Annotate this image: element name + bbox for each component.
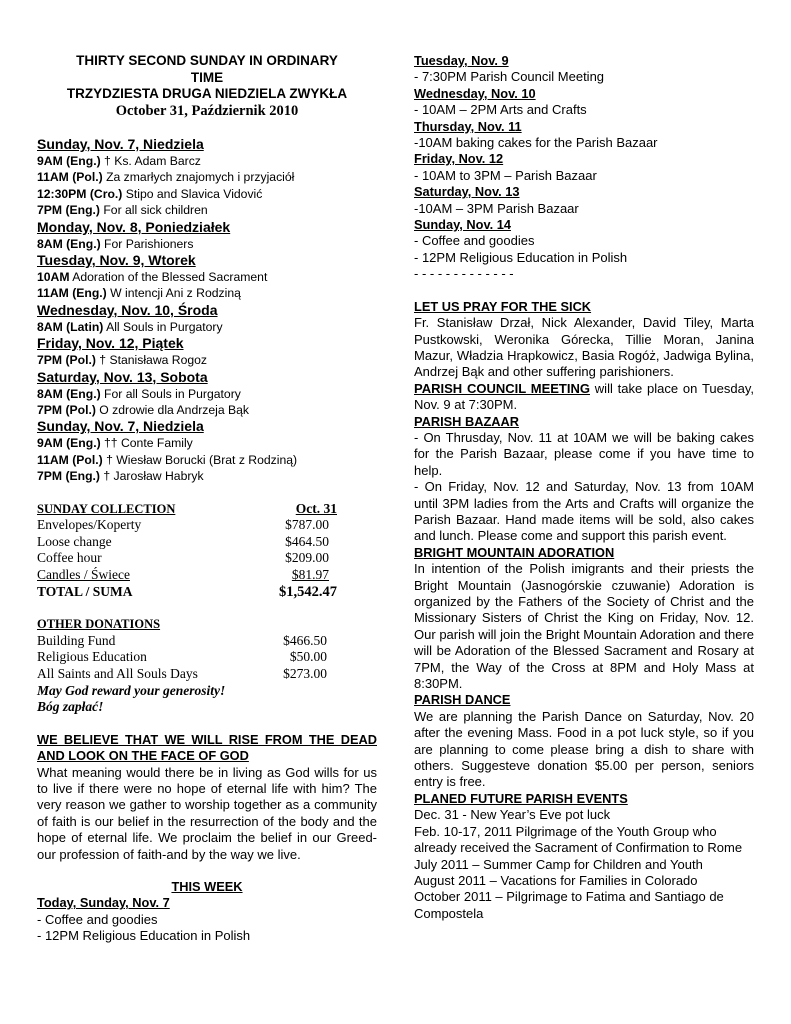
title-line: THIRTY SECOND SUNDAY IN ORDINARY <box>76 53 338 68</box>
week-day-heading: Sunday, Nov. 14 <box>414 217 511 233</box>
future-item: October 2011 – Pilgrimage to Fatima and Santiago de Compostela <box>414 889 724 921</box>
schedule-day-heading: Monday, Nov. 8, Poniedziałek <box>37 218 231 235</box>
mass-entry: 7PM (Pol.) † Stanisława Rogoz <box>37 353 208 368</box>
title-line: TIME <box>190 69 224 85</box>
schedule-day-heading: Wednesday, Nov. 10, Środa <box>37 301 218 318</box>
pray-body: Fr. Stanisław Drzał, Nick Alexander, David Tiley, Marta Pustkowski, Weronika Górecka, Tillie Moran, Janina Mazur, Władzia Hrapkowicz, Basia Rogóż, Jadwiga Bylina, Andrzej Bąk and other suffering parishioners. <box>414 315 754 380</box>
week-item: - Coffee and goodies <box>37 911 158 927</box>
bright-body: In intention of the Polish imigrants and their priests the Bright Mountain (Jasnogórskie czuwanie) Adoration is organized by the Fathers of the Society of Christ and the Missionary Sisters of Christ the King on Friday, Nov. 12. Our parish will join the Bright Mountain Adoration and there will be Adoration of the Blessed Sacrament and Rosary at 7PM, the Way of the Cross at 8PM and Holy Mass at 8:30PM. <box>414 561 754 692</box>
right-column <box>414 53 754 922</box>
bazaar-heading: PARISH BAZAAR <box>414 413 519 429</box>
donation-row: Religious Education $50.00 <box>37 649 327 665</box>
believe-heading: WE BELIEVE THAT WE WILL RISE FROM THE DEAD AND LOOK ON THE FACE OF GOD <box>37 731 377 764</box>
collection-row: Coffee hour $209.00 <box>37 550 329 566</box>
mass-schedule <box>37 136 377 485</box>
bazaar-paragraph: - On Friday, Nov. 12 and Saturday, Nov. 13 from 10AM until 3PM ladies from the Arts and Crafts will organize the Parish Bazaar. Hand made items will be sold, also cakes and lunch. Please come and support this parish event. <box>414 479 754 544</box>
donation-row: Building Fund $466.50 <box>37 632 327 648</box>
council-heading: PARISH COUNCIL MEETING <box>414 380 590 396</box>
bulletin-title <box>37 53 377 119</box>
council-paragraph <box>414 381 754 414</box>
title-line: TRZYDZIESTA DRUGA NIEDZIELA ZWYKŁA <box>66 86 348 101</box>
donation-row: All Saints and All Souls Days $273.00 <box>37 666 327 682</box>
mass-entry: 8AM (Eng.) For Parishioners <box>37 236 194 251</box>
week-item: - 12PM Religious Education in Polish <box>414 249 628 265</box>
this-week-heading: THIS WEEK <box>171 879 243 895</box>
week-day-heading: Thursday, Nov. 11 <box>414 118 522 134</box>
mass-entry: 9AM (Eng.) †† Conte Family <box>37 436 193 451</box>
thanks-english: May God reward your generosity! <box>37 682 226 698</box>
council-body: will take place on Tuesday, Nov. 9 at 7:30PM. <box>414 380 754 413</box>
schedule-day-heading: Friday, Nov. 12, Piątek <box>37 335 184 352</box>
collection-date: Oct. 31 <box>295 500 337 516</box>
week-item: -10AM baking cakes for the Parish Bazaar <box>414 135 658 151</box>
collection-total: TOTAL / SUMA $1,542.47 <box>37 583 337 600</box>
dance-heading: PARISH DANCE <box>414 692 511 708</box>
week-day-heading: Friday, Nov. 12 <box>414 151 504 167</box>
mass-entry: 8AM (Eng.) For all Souls in Purgatory <box>37 386 241 401</box>
mass-entry: 10AM Adoration of the Blessed Sacrament <box>37 270 268 285</box>
mass-entry: 7PM (Eng.) For all sick children <box>37 203 208 218</box>
week-item: - 7:30PM Parish Council Meeting <box>414 69 605 85</box>
left-column <box>37 53 377 945</box>
dance-body: We are planning the Parish Dance on Saturday, Nov. 20 after the evening Mass. Food in a pot luck style, so if you are planning to come please bring a dish to share with others. Suggesteve donation $5.00 per person, seniors entry is free. <box>414 708 754 790</box>
mass-entry: 11AM (Eng.) W intencji Ani z Rodziną <box>37 286 241 301</box>
collection-row: Candles / Świece $81.97 <box>37 567 329 583</box>
schedule-day-heading: Sunday, Nov. 7, Niedziela <box>37 418 204 435</box>
collection-row: Loose change $464.50 <box>37 533 329 549</box>
donations-heading: OTHER DONATIONS <box>37 617 161 632</box>
mass-entry: 12:30PM (Cro.) Stipo and Slavica Vidović <box>37 186 263 201</box>
mass-entry: 11AM (Pol.) † Wiesław Borucki (Brat z Rodziną) <box>37 452 298 467</box>
separator: - - - - - - - - - - - - - <box>414 266 514 282</box>
future-heading: PLANED FUTURE PARISH EVENTS <box>414 790 628 806</box>
bazaar-paragraph: - On Thrusday, Nov. 11 at 10AM we will be baking cakes for the Parish Bazaar, please come if you have time to help. <box>414 429 754 478</box>
bulletin-date: October 31, Październik 2010 <box>115 102 299 119</box>
future-item: Feb. 10-17, 2011 Pilgrimage of the Youth Group who already received the Sacrament of Confirmation to Rome <box>414 823 743 856</box>
bright-heading: BRIGHT MOUNTAIN ADORATION <box>414 544 615 560</box>
future-item: August 2011 – Vacations for Families in Colorado <box>414 872 698 888</box>
schedule-day-heading: Saturday, Nov. 13, Sobota <box>37 368 208 385</box>
mass-entry: 8AM (Latin) All Souls in Purgatory <box>37 319 223 334</box>
pray-heading: LET US PRAY FOR THE SICK <box>414 298 592 314</box>
collection-row: Envelopes/Koperty $787.00 <box>37 517 329 533</box>
thanks-polish: Bóg zapłać! <box>37 699 104 715</box>
week-day-heading: Tuesday, Nov. 9 <box>414 53 509 68</box>
future-item: Dec. 31 - New Year’s Eve pot luck <box>414 807 611 823</box>
mass-entry: 7PM (Eng.) † Jarosław Habryk <box>37 469 204 484</box>
schedule-day-heading: Sunday, Nov. 7, Niedziela <box>37 136 204 152</box>
week-day-heading: Saturday, Nov. 13 <box>414 184 520 200</box>
mass-entry: 11AM (Pol.) Za zmarłych znajomych i przyjaciół <box>37 170 295 185</box>
week-day-heading: Wednesday, Nov. 10 <box>414 85 536 101</box>
week-item: - 10AM – 2PM Arts and Crafts <box>414 102 587 118</box>
week-item: - 10AM to 3PM – Parish Bazaar <box>414 167 597 183</box>
week-day-heading: Today, Sunday, Nov. 7 <box>37 895 170 911</box>
week-item: - Coffee and goodies <box>414 233 535 249</box>
sunday-collection <box>37 501 337 601</box>
other-donations <box>37 616 327 716</box>
mass-entry: 7PM (Pol.) O zdrowie dla Andrzeja Bąk <box>37 403 250 418</box>
schedule-day-heading: Tuesday, Nov. 9, Wtorek <box>37 252 196 269</box>
believe-body: What meaning would there be in living as God wills for us to live if there were no hope of eternal life with him? The very reason we gather to worship together as a community of faith is our belief in the resurrection of the body and the hope of eternal life. We proclaim the belief in our Greed-our profession of faith-and by the way we live. <box>37 764 377 862</box>
future-item: July 2011 – Summer Camp for Children and Youth <box>414 856 703 872</box>
week-item: - 12PM Religious Education in Polish <box>37 928 251 944</box>
week-item: -10AM – 3PM Parish Bazaar <box>414 200 579 216</box>
collection-heading: SUNDAY COLLECTION <box>37 501 176 516</box>
mass-entry: 9AM (Eng.) † Ks. Adam Barcz <box>37 154 201 168</box>
